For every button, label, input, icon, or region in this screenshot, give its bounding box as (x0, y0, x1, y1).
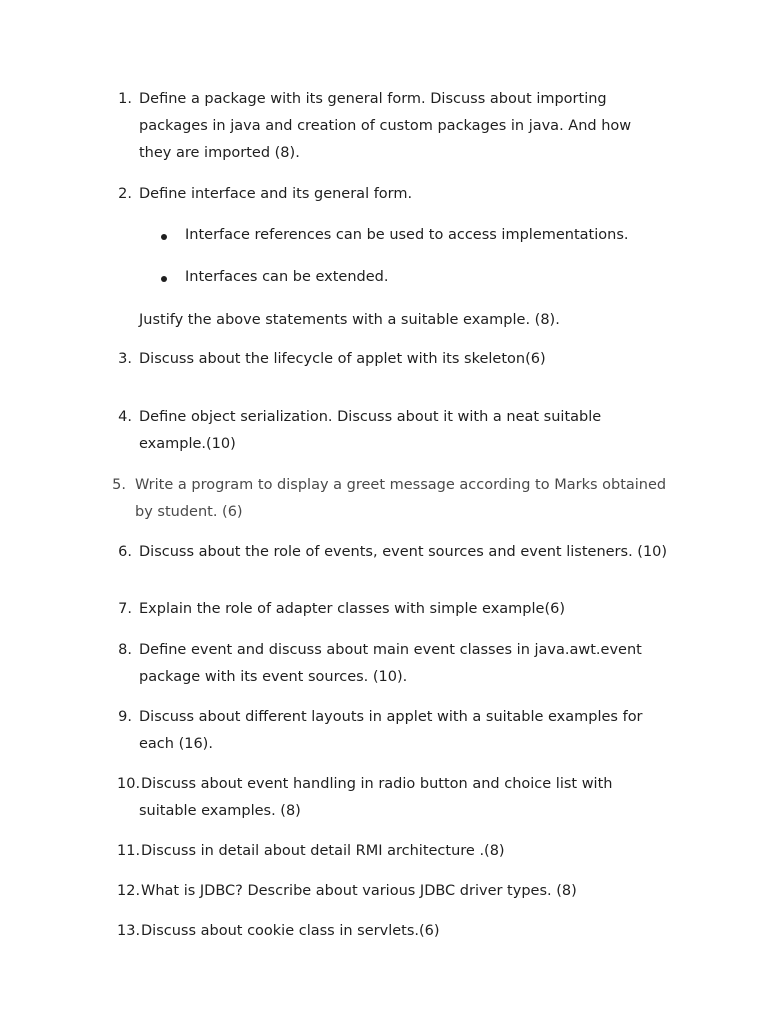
question-number: 13. (117, 923, 141, 939)
question-text-line: by student. (6) (135, 504, 243, 520)
question-text-line: Discuss about different layouts in applet with a suitable examples for (139, 709, 643, 725)
question-text-line: Define interface and its general form. (139, 186, 413, 202)
question-number: 3. (118, 351, 132, 367)
question-number: 6. (118, 544, 132, 560)
question-text-line: Discuss about event handling in radio button and choice list with (141, 776, 613, 792)
question-text-line: suitable examples. (8) (139, 803, 301, 819)
question-text-line: Define a package with its general form. Discuss about importing (139, 91, 607, 107)
question-text-line: Discuss about the lifecycle of applet with its skeleton(6) (139, 351, 546, 367)
question-text-line: packages in java and creation of custom packages in java. And how (139, 118, 632, 134)
question-number: 8. (118, 642, 132, 658)
bullet-item: Interface references can be used to access implementations. (185, 227, 629, 243)
bullet-icon (161, 276, 167, 282)
bullet-icon (161, 234, 167, 240)
question-text-line: Discuss in detail about detail RMI architecture .(8) (141, 843, 505, 859)
question-text-line: Discuss about the role of events, event sources and event listeners. (10) (139, 544, 668, 560)
question-number: 1. (118, 91, 132, 107)
question-followup-text: Justify the above statements with a suitable example. (8). (139, 312, 560, 328)
question-text-line: they are imported (8). (139, 145, 300, 161)
bullet-item: Interfaces can be extended. (185, 269, 389, 285)
question-text-line: Write a program to display a greet message according to Marks obtained (135, 477, 667, 493)
question-text-line: each (16). (139, 736, 213, 752)
question-text-line: Define event and discuss about main event classes in java.awt.event (139, 642, 642, 658)
question-number: 7. (118, 601, 132, 617)
question-number: 11. (117, 843, 141, 859)
question-number: 10. (117, 776, 141, 792)
question-text-line: package with its event sources. (10). (139, 669, 408, 685)
question-number: 2. (118, 186, 132, 202)
question-number: 5. (112, 477, 126, 493)
question-text-line: What is JDBC? Describe about various JDBC driver types. (8) (141, 883, 577, 899)
question-text-line: Discuss about cookie class in servlets.(6) (141, 923, 440, 939)
question-text-line: example.(10) (139, 436, 236, 452)
question-text-line: Define object serialization. Discuss about it with a neat suitable (139, 409, 602, 425)
question-number: 12. (117, 883, 141, 899)
question-number: 4. (118, 409, 132, 425)
question-number: 9. (118, 709, 132, 725)
question-text-line: Explain the role of adapter classes with simple example(6) (139, 601, 565, 617)
